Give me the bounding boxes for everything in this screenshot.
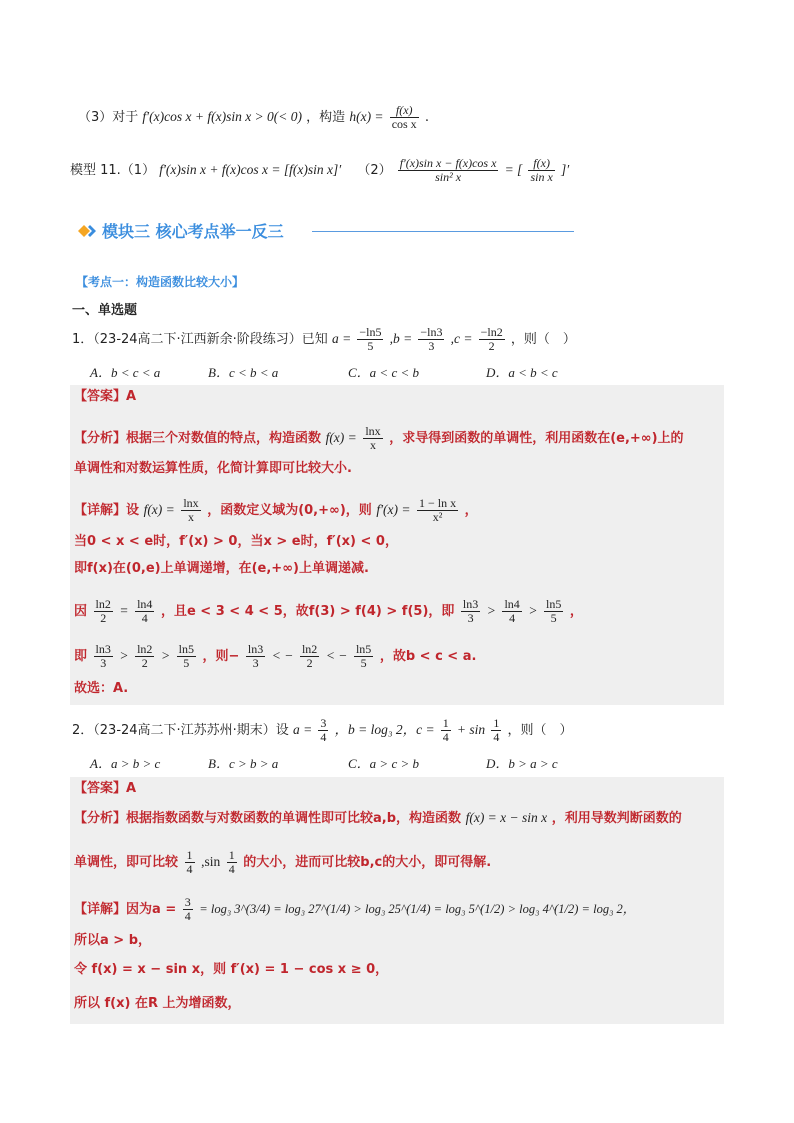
q1-d5-frac5 [300,643,319,670]
q2-option-d[interactable]: D．b > a > c [486,756,558,771]
q2-detail-tag: 【详解】 [74,902,127,917]
q1-a-lhs: a = [331,331,352,346]
q1-option-b[interactable]: B．c < b < a [208,365,279,380]
q1-d1-num: lnx [183,496,199,510]
q1-b-fraction [418,326,444,353]
q1-d4-eq: = [119,603,129,618]
q1-answer-tag: 【答案】 [74,389,127,404]
q2-analysis-2a: 单调性，即可比较 [74,855,179,870]
item3-line [78,104,429,131]
q2-c-fraction [441,717,451,744]
q1-d5-d1: 3 [94,656,113,670]
q1-detail-line1 [74,497,478,524]
q1-d1-b: ，函数定义域为(0,+∞)，则 [207,503,372,518]
model11-num: f′(x)sin x − f(x)cos x [399,156,497,170]
q2-c-den: 4 [442,730,449,744]
section-heading: 一、单选题 [72,303,138,318]
model11-eq: = [ [504,162,523,177]
q1-d4-frac4 [502,598,521,625]
q1-d1-c: ， [464,503,478,518]
q2-analysis-1b: ，利用导数判断函数的 [551,811,682,826]
q2-analysis-num2: 1 [228,848,235,862]
q1-analysis-tag: 【分析】 [74,431,127,446]
item3-den: cos x [391,117,417,131]
q1-analysis-den: x [363,438,382,452]
q2-option-a[interactable]: A．a > b > c [90,756,161,771]
model11-num2: f(x) [533,156,550,170]
q2-c-fraction2 [491,717,501,744]
q2-answer-tag: 【答案】 [74,781,127,796]
q2-analysis-line1 [74,810,682,827]
q1-d5-b: ，则− [202,649,240,664]
q2-analysis-num: 1 [186,848,193,862]
q1-detail-line5 [74,643,476,670]
q1-analysis-line1 [74,425,684,452]
q2-analysis-1a: 根据指数函数与对数函数的单调性即可比较a,b，构造函数 [126,811,462,826]
q1-d5-d5: 2 [300,656,319,670]
q1-b-lhs: ,b = [389,331,413,346]
q2-a-lhs: a = [292,722,313,737]
q1-c-num: −ln2 [480,325,503,339]
q1-d5-gt1: > [119,648,129,663]
q1-d5-frac6 [354,643,373,670]
q2-d1-chain: = log₃ 3^(3/4) = log₃ 27^(1/4) > log₃ 25^(1/4) = log₃ 5^(1/2) > log₃ 4^(1/2) = log₃ 2， [199,902,636,916]
q1-d1-fx: f(x) = [143,502,175,517]
module-title: 模块三 核心考点举一反三 [102,222,284,241]
q1-d1-fpx: f′(x) = [376,502,411,517]
q1-c-fraction [479,326,505,353]
q1-d4-n1: ln2 [95,597,111,611]
q1-d5-n2: ln2 [137,642,153,656]
q1-c-lhs: ,c = [450,331,473,346]
q1-analysis-fraction [363,425,382,452]
module-divider [312,231,574,232]
q1-d5-lt2: < − [325,648,348,663]
q1-d5-n4: ln3 [247,642,264,656]
q1-d5-c: ，故b < c < a. [379,649,477,664]
q2-answer [74,781,136,797]
q1-d5-frac4 [246,643,265,670]
q2-analysis-tag: 【分析】 [74,811,127,826]
q1-d4-d2: 4 [135,611,154,625]
q1-d4-n3: ln3 [462,597,479,611]
q1-d5-n1: ln3 [95,642,111,656]
q2-c-den2: 4 [493,730,500,744]
q2-stem-prefix: 2．（23-24高二下·江苏苏州·期末）设 [72,723,289,738]
q1-d5-frac1 [94,643,113,670]
q2-analysis-sin: ,sin [201,854,221,869]
q2-detail-line2: 所以a > b， [74,933,152,948]
q1-d1-fraction2 [417,497,458,524]
q1-d1-num2: 1 − ln x [419,496,457,510]
q1-analysis-fx: f(x) = [325,430,357,445]
diamond-arrow-icon [78,223,98,239]
q1-detail-tag: 【详解】 [74,503,127,518]
q1-detail-line2: 当0 < x < e时，f′(x) > 0，当x > e时，f′(x) < 0， [74,534,398,549]
q1-option-a[interactable]: A．b < c < a [90,365,161,380]
q1-detail-line4 [74,598,583,625]
q1-option-d[interactable]: D．a < b < c [486,365,558,380]
q2-d1-a: 因为a = [126,902,177,917]
q1-d4-d1: 2 [94,611,113,625]
q1-analysis-1b: ，求导得到函数的单调性，利用函数在(e,+∞)上的 [389,431,684,446]
model11-label: 模型 11.（1） [70,163,156,178]
model11-den2: sin x [530,170,553,184]
q1-d4-frac1 [94,598,113,625]
q1-d5-frac3 [177,643,196,670]
q1-d5-n6: ln5 [355,642,372,656]
q1-c-den: 2 [479,339,505,353]
q1-d5-d2: 2 [135,656,154,670]
q1-d5-d4: 3 [246,656,265,670]
q1-answer-value: A [126,389,137,404]
q2-analysis-den2: 4 [228,862,235,876]
q2-analysis-line2 [74,849,491,876]
q2-answer-value: A [126,781,137,796]
q2-analysis-fx: f(x) = x − sin x [465,810,548,825]
q1-d4-b: ，且e < 3 < 4 < 5，故f(3) > f(4) > f(5)，即 [160,604,455,619]
q2-option-b[interactable]: B．c > b > a [208,756,279,771]
q1-b-num: −ln3 [420,325,443,339]
q1-analysis-num: lnx [365,424,381,438]
model11-p2: （2） [357,163,392,178]
q1-d1-den: x [181,510,200,524]
module-heading [78,219,284,242]
q1-stem [72,326,576,353]
q1-detail-line6: 故选：A. [74,681,129,696]
q1-d5-d6: 5 [354,656,373,670]
q1-d1-den2: x² [417,510,458,524]
q1-stem-prefix: 1．（23-24高二下·江西新余·阶段练习）已知 [72,332,328,347]
q1-option-c[interactable]: C．a < c < b [348,365,419,380]
q2-analysis-frac1 [185,849,195,876]
q2-option-c[interactable]: C．a > c > b [348,756,419,771]
model11-line [70,157,569,184]
q1-d5-gt2: > [160,648,171,663]
item3-expression: f′(x)cos x + f(x)sin x > 0(< 0) [142,109,303,124]
q1-stem-suffix: ，则（ ） [510,332,576,347]
q1-d4-frac5 [544,598,563,625]
q1-d4-c: ， [569,604,583,619]
q1-d4-gt2: > [528,603,538,618]
q2-detail-line3: 令 f(x) = x − sin x，则 f′(x) = 1 − cos x ≥ 0， [74,962,389,977]
q2-d1-den: 4 [184,909,191,923]
q1-d4-a: 因 [74,604,88,619]
model11-fraction [398,157,499,184]
q1-b-den: 3 [418,339,444,353]
item3-fraction [390,104,419,131]
q1-d5-frac2 [135,643,154,670]
q1-d5-n3: ln5 [178,642,194,656]
item3-mid: ，构造 [306,110,346,125]
q2-analysis-den: 4 [186,862,193,876]
q1-a-num: −ln5 [359,325,382,339]
kaodian-heading: 【考点一：构造函数比较大小】 [76,275,245,289]
q2-c-num: 1 [442,716,449,730]
q2-stem-suffix: ，则（ ） [507,723,573,738]
q1-answer [74,389,136,405]
q2-c-mid: + sin [456,722,486,737]
q1-d5-a: 即 [74,649,88,664]
q1-a-fraction [357,326,383,353]
q2-detail-line4: 所以 f(x) 在R 上为增函数， [74,996,241,1011]
q1-d5-lt1: < − [271,648,294,663]
q2-b-part: ，b = log₃ 2，c = [334,722,435,737]
q1-analysis-1a: 根据三个对数值的特点，构造函数 [126,431,322,446]
q1-d4-frac3 [461,598,480,625]
q1-detail-line3: 即f(x)在(0,e)上单调递增，在(e,+∞)上单调递减. [74,561,369,576]
item3-num: f(x) [395,103,413,117]
q2-d1-fraction [183,896,193,923]
q1-a-den: 5 [357,339,383,353]
q2-c-num2: 1 [493,716,500,730]
q2-a-num: 3 [320,716,327,730]
q2-stem [72,717,572,744]
item3-prefix: （3）对于 [78,110,139,125]
q2-detail-line1 [74,896,635,923]
q1-d4-d5: 5 [544,611,563,625]
q2-analysis-frac2 [227,849,237,876]
q1-d4-gt1: > [486,603,496,618]
q1-analysis-line2: 单调性和对数运算性质，化简计算即可比较大小. [74,461,352,476]
q1-d4-n5: ln5 [545,597,562,611]
q1-d4-n4: ln4 [504,597,520,611]
q1-d4-n2: ln4 [137,597,153,611]
q1-d4-d4: 4 [502,611,521,625]
item3-end: . [424,110,429,125]
item3-h: h(x) = [349,109,384,124]
model11-den: sin² x [398,170,499,184]
q2-a-den: 4 [320,730,327,744]
q2-a-fraction [318,717,328,744]
q2-analysis-2b: 的大小，进而可比较b,c的大小，即可得解. [243,855,492,870]
model11-tail: ]′ [560,162,570,177]
q2-d1-num: 3 [184,895,191,909]
model11-fraction2 [528,157,554,184]
q1-d4-d3: 3 [461,611,480,625]
q1-d4-frac2 [135,598,154,625]
q1-d5-d3: 5 [177,656,196,670]
q1-d1-a: 设 [126,503,140,518]
q1-d1-fraction [181,497,200,524]
model11-expr1: f′(x)sin x + f(x)cos x = [f(x)sin x]′ [159,162,342,177]
q1-d5-n5: ln2 [301,642,318,656]
